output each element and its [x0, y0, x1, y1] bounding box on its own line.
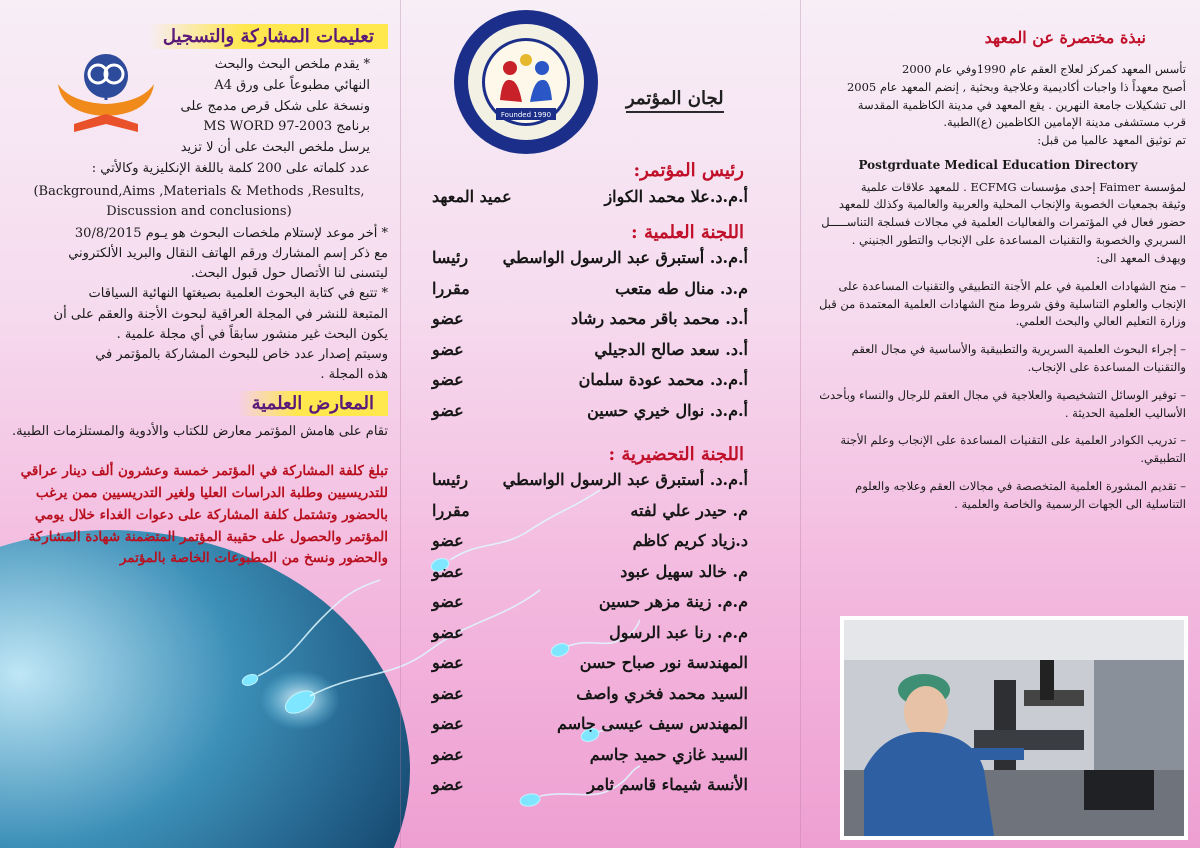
abstract-format: (Background,Aims ,Materials & Methods ,Results, Discussion and conclusions) — [33, 183, 365, 219]
committee-row — [412, 678, 788, 709]
committee-row — [412, 709, 788, 740]
member-role: عضو — [432, 683, 464, 703]
member-role: رئيسا — [432, 248, 469, 268]
fairs-title — [10, 391, 388, 416]
member-role: رئيسا — [432, 470, 469, 490]
member-role: مقررا — [432, 500, 470, 520]
instruction-line: يكون البحث غير منشور سابقاً في أي مجلة علمية . — [116, 326, 388, 342]
instruction-line: هذه المجلة . — [320, 367, 388, 383]
instruction-line: ونسخة على شكل قرص مدمج على — [180, 98, 370, 114]
fairs-text: تقام على هامش المؤتمر معارض للكتاب والأدوية والمستلزمات الطبية. — [11, 424, 388, 440]
president-name: أ.م.د.علا محمد الكواز — [604, 186, 748, 206]
instruction-line: المتبعة للنشر في المجلة العراقية لبحوث الأجنة والعقم على أن — [53, 306, 388, 322]
member-name: أ.م.د. أستبرق عبد الرسول الواسطي — [502, 470, 748, 490]
instruction-line: عدد كلماته على 200 كلمة باللغة الإنكليزية وكالأتي : — [91, 160, 370, 176]
committee-row — [412, 395, 788, 426]
faimer-line: حضور فعال في المؤتمرات والفعاليات العلمية في مجالات فسلجة التناســـــل — [821, 215, 1186, 230]
instruction-line: ليتسنى لنا الأتصال حول قبول البحث. — [190, 266, 388, 282]
member-name: الأنسة شيماء قاسم ثامر — [587, 775, 748, 795]
intro-line: قرب مستشفى مدينة الإمامين الكاظمين (ع)الطبية. — [943, 115, 1186, 130]
member-name: السيد غازي حميد جاسم — [589, 744, 748, 764]
member-role: عضو — [432, 400, 464, 420]
committee-row — [412, 465, 788, 496]
goal-item: – تقديم المشورة العلمية المتخصصة في مجالات العقم وعلاجه والعلوم التناسلية الى الجهات الرسمية والخاصة والعلمية . — [855, 479, 1186, 511]
intro-line: تأسس المعهد كمركز لعلاج العقم عام 1990وفي عام 2000 — [902, 62, 1186, 76]
microscope-lab-photo — [840, 616, 1188, 840]
member-name: أ.م.د. محمد عودة سلمان — [578, 370, 748, 390]
seal-founded-text: Founded 1990 — [500, 111, 552, 119]
instructions-block-1 — [10, 55, 388, 180]
goal-item: – إجراء البحوث العلمية السريرية والتطبيقية والأساسية في مجال العقم والتقنيات المساعدة على الإنجاب. — [851, 342, 1186, 374]
registration-panel — [0, 0, 400, 848]
registration-title-text: تعليمات المشاركة والتسجيل — [149, 24, 388, 49]
member-name: م. حيدر علي لفته — [630, 500, 748, 520]
instruction-line: يرسل ملخص البحث على أن لا تزيد — [180, 140, 370, 156]
committee-row — [412, 334, 788, 365]
instruction-line: * تتبع في كتابة البحوث العلمية بصيغتها النهائية السياقات — [88, 286, 388, 302]
instruction-line: وسيتم إصدار عدد خاص للبحوث المشاركة بالمؤتمر في — [95, 346, 388, 362]
committee-row — [412, 526, 788, 557]
instructions-block-2 — [10, 224, 388, 385]
intro-line: أصبح معهداً ذا واجبات أكاديمية وعلاجية وبحثية , إنضم المعهد عام 2005 — [846, 79, 1186, 94]
directory-name: Postgrduate Medical Education Directory — [858, 158, 1138, 173]
president-role: عميد المعهد — [432, 186, 512, 206]
member-role: عضو — [432, 370, 464, 390]
intro-line: الى تشكيلات جامعة النهرين . يقع المعهد في مدينة الكاظمية المقدسة — [857, 97, 1186, 112]
intro-line: تم توثيق المعهد عالميا من قبل: — [1037, 133, 1186, 148]
goal-item: – منح الشهادات العلمية في علم الأجنة التطبيقي والتقنيات المساعدة على الإنجاب والعلوم التناسلية وفق شروط منح الشهادات العلمية المعتمدة من قبل وزارة التعليم العالي والبحث العلمي. — [819, 278, 1186, 329]
faimer-line: ويهدف المعهد الى: — [1096, 250, 1186, 265]
faimer-line: لمؤسسة Faimer إحدى مؤسسات ECFMG . للمعهد علاقات علمية — [860, 179, 1186, 194]
president-heading: رئيس المؤتمر: — [633, 160, 744, 181]
institute-intro — [810, 61, 1186, 268]
member-name: أ.م.د. نوال خيري حسين — [587, 400, 748, 420]
institute-overview-title: نبذة مختصرة عن المعهد — [984, 28, 1146, 47]
goal-item: – تدريب الكوادر العلمية على التقنيات المساعدة على الإنجاب وعلم الأجنة التطبيقي. — [840, 433, 1186, 466]
member-role: عضو — [432, 592, 464, 612]
instruction-line: * أخر موعد لإستلام ملخصات البحوث هو يـوم 30/8/2015 — [74, 226, 388, 242]
president-row — [412, 181, 788, 212]
fairs-title-text: المعارض العلمية — [238, 391, 388, 416]
committee-row — [412, 648, 788, 679]
instruction-line: مع ذكر إسم المشارك ورقم الهاتف النقال والبريد الألكتروني — [68, 246, 388, 262]
member-name: السيد محمد فخري واصف — [576, 683, 748, 703]
member-name: م.م. زينة مزهر حسين — [598, 592, 748, 612]
member-role: عضو — [432, 744, 464, 764]
scientific-committee-heading: اللجنة العلمية : — [631, 221, 744, 243]
committee-row — [412, 587, 788, 618]
member-role: عضو — [432, 714, 464, 734]
member-role: عضو — [432, 622, 464, 642]
instruction-line: * يقدم ملخص البحث والبحث — [214, 57, 370, 72]
instruction-line: برنامج MS WORD 97-2003 — [203, 119, 370, 135]
goal-item: – توفير الوسائل التشخيصية والعلاجية في مجال العقم للرجال والنساء وبأحدث الأساليب العلمية الحديثة . — [819, 387, 1186, 420]
committee-row — [412, 617, 788, 648]
committees-panel — [400, 0, 800, 848]
microscope-photo-illustration — [844, 620, 1184, 836]
member-name: أ.د. محمد باقر محمد رشاد — [570, 309, 748, 329]
member-name: أ.م.د. أستبرق عبد الرسول الواسطي — [502, 248, 748, 268]
committee-row — [412, 556, 788, 587]
committee-row — [412, 243, 788, 274]
committees-title: لجان المؤتمر — [626, 88, 724, 113]
member-name: المهندس سيف عيسى جاسم — [556, 714, 748, 734]
registration-title — [10, 24, 388, 49]
member-role: عضو — [432, 653, 464, 673]
preparatory-committee-heading: اللجنة التحضيرية : — [608, 443, 744, 465]
committee-row — [412, 273, 788, 304]
member-name: أ.د. سعد صالح الدجيلي — [594, 339, 748, 359]
member-role: عضو — [432, 339, 464, 359]
member-role: مقررا — [432, 278, 470, 298]
member-name: م.د. منال طه متعب — [615, 278, 748, 298]
member-role: عضو — [432, 309, 464, 329]
member-role: عضو — [432, 775, 464, 795]
member-name: المهندسة نور صباح حسن — [579, 653, 748, 673]
member-name: م.م. رنا عبد الرسول — [609, 622, 748, 642]
member-role: عضو — [432, 561, 464, 581]
member-name: م. خالد سهيل عبود — [620, 561, 748, 581]
fee-text: تبلغ كلفة المشاركة في المؤتمر خمسة وعشرون ألف دينار عراقي للتدريسيين وطلبة الدراسات العليا ولغير التدريسيين ممن يرغب بالحضور وتشتمل كلفة المشاركة على دعوات الغداء خلال يومي المؤتمر والحصول على حقيبة المؤتمر المتضمنة شهادة المشاركة والحضور ونسخ من المطبوعات الخاصة بالمؤتمر — [20, 462, 388, 567]
committee-row — [412, 304, 788, 335]
committee-row — [412, 770, 788, 801]
member-name: د.زياد كريم كاظم — [632, 531, 748, 551]
institute-goals — [810, 278, 1186, 514]
member-role: عضو — [432, 531, 464, 551]
committee-row — [412, 495, 788, 526]
committee-row — [412, 365, 788, 396]
faimer-line: السريري والخصوبة والتقنيات المساعدة على الإنجاب والتطور الجنيني . — [851, 233, 1186, 248]
committee-row — [412, 739, 788, 770]
faimer-line: وثيقة بجمعيات الخصوبة والإنجاب المحلية والعربية والعالمية وكذلك للمعهد — [838, 197, 1186, 212]
instruction-line: النهائي مطبوعاً على ورق A4 — [214, 77, 370, 93]
